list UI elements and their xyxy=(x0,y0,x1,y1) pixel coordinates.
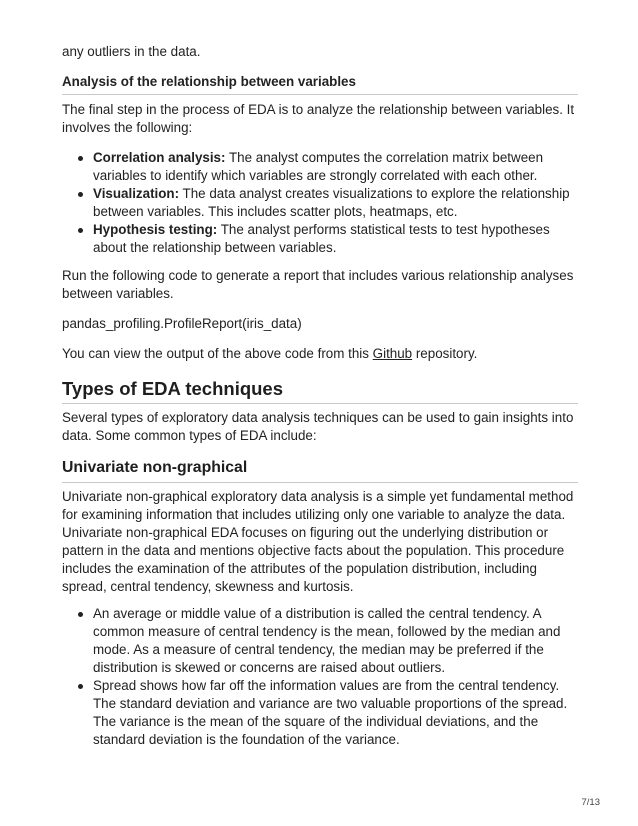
list-item xyxy=(62,149,578,185)
heading-divider xyxy=(62,482,578,483)
list-item-text: The data analyst creates visualizations to explore the relationship between variables. This includes scatter plots, heatmaps, etc. xyxy=(93,186,570,219)
list-item-text: The analyst performs statistical tests to test hypotheses about the relationship between variables. xyxy=(93,222,550,255)
list-item-text: The analyst computes the correlation matrix between variables to identify which variables are strongly correlated with each other. xyxy=(93,150,544,183)
bullet-icon xyxy=(78,228,83,233)
list-item-term: Hypothesis testing: xyxy=(93,222,218,237)
list-item xyxy=(62,677,578,749)
list-item-term: Correlation analysis: xyxy=(93,150,226,165)
univariate-heading: Univariate non-graphical xyxy=(62,459,248,476)
bullet-icon xyxy=(78,192,83,197)
page-number: 7/13 xyxy=(581,797,600,808)
view-output-text xyxy=(62,345,578,363)
github-link[interactable]: Github xyxy=(372,346,413,361)
univariate-list xyxy=(62,605,578,749)
relationship-heading: Analysis of the relationship between variables xyxy=(62,74,356,89)
list-item-term: Visualization: xyxy=(93,186,180,201)
list-item xyxy=(62,605,578,677)
univariate-paragraph: Univariate non-graphical exploratory data analysis is a simple yet fundamental method for examining information that includes utilizing only one variable to analyze the data. Univariate non-graphical EDA focuses on figuring out the underlying distribution or pattern in the data and mentions objective facts about the population. This procedure includes the examination of the attributes of the population distribution, including spread, central tendency, skewness and kurtosis. xyxy=(62,489,574,594)
list-item xyxy=(62,221,578,257)
view-output-suffix: repository. xyxy=(412,346,478,361)
types-heading: Types of EDA techniques xyxy=(62,378,284,399)
relationship-intro: The final step in the process of EDA is to analyze the relationship between variables. It involves the following: xyxy=(62,102,575,135)
bullet-icon xyxy=(78,612,83,617)
list-item-text: An average or middle value of a distribution is called the central tendency. A common measure of central tendency is the mean, followed by the median and mode. As a measure of central tendency, the median may be preferred if the distribution is skewed or concerns are raised about outliers. xyxy=(93,606,561,675)
list-item-text: Spread shows how far off the information values are from the central tendency. The standard deviation and variance are two valuable proportions of the spread. The variance is the mean of the square of the individual deviations, and the standard deviation is the foundation of the variance. xyxy=(93,678,568,747)
heading-divider xyxy=(62,94,578,95)
bullet-icon xyxy=(78,684,83,689)
code-snippet: pandas_profiling.ProfileReport(iris_data) xyxy=(62,316,302,331)
view-output-prefix: You can view the output of the above code from this xyxy=(62,346,373,361)
heading-divider xyxy=(62,403,578,404)
relationship-list xyxy=(62,149,578,257)
bullet-icon xyxy=(78,156,83,161)
list-item xyxy=(62,185,578,221)
run-code-text: Run the following code to generate a report that includes various relationship analyses between variables. xyxy=(62,268,574,301)
continuation-text: any outliers in the data. xyxy=(62,44,201,59)
types-intro: Several types of exploratory data analysis techniques can be used to gain insights into data. Some common types of EDA include: xyxy=(62,410,574,443)
